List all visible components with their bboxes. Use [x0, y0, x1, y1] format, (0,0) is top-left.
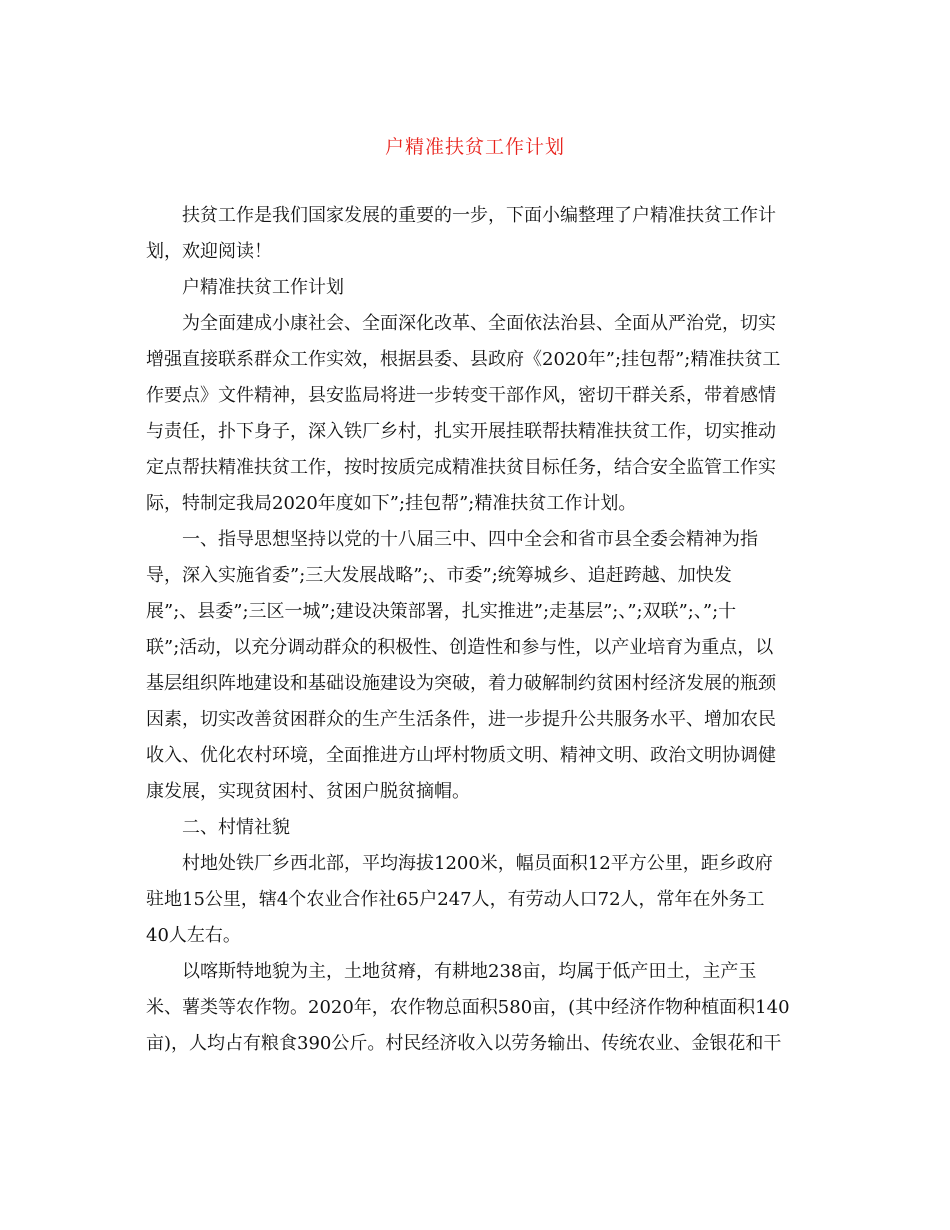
- village-location-paragraph: 村地处铁厂乡西北部，平均海拔1200米，幅员面积12平方公里，距乡政府 驻地15公里，辖4个农业合作社65户247人，有劳动人口72人，常年在外务工 40人左右。: [146, 853, 773, 946]
- document-body: [146, 198, 802, 1062]
- section-heading-village: 二、村情社貌: [182, 817, 290, 838]
- village-economy-paragraph: 以喀斯特地貌为主，土地贫瘠，有耕地238亩，均属于低产田土，主产玉 米、薯类等农作物。2020年，农作物总面积580亩，(其中经济作物种植面积140 亩)，人均占有粮食390公斤。村民经济收入以劳务输出、传统农业、金银花和干: [146, 961, 790, 1054]
- background-paragraph: 为全面建成小康社会、全面深化改革、全面依法治县、全面从严治党，切实 增强直接联系群众工作实效，根据县委、县政府《2020年”;挂包帮”;精准扶贫工 作要点》文件精神，县安监局将进一步转变干部作风，密切干群关系，带着感情 与责任，扑下身子，深入铁厂乡村，扎实开展挂联帮扶精准扶贫工作，切实推动 定点帮扶精准扶贫工作，按时按质完成精准扶贫目标任务，结合安全监管工作实 际，特制定我局2020年度如下”;挂包帮”;精准扶贫工作计划。: [146, 313, 781, 514]
- section-heading-plan: 户精准扶贫工作计划: [182, 277, 344, 298]
- guiding-ideology-paragraph: 一、指导思想坚持以党的十八届三中、四中全会和省市县全委会精神为指 导，深入实施省委”;三大发展战略”;、市委”;统筹城乡、追赶跨越、加快发 展”;、县委”;三区一城”;建设决策部署，扎实推进”;走基层”;、”;双联”;、”;十 联”;活动，以充分调动群众的积极性、创造性和参与性，以产业培育为重点，以 基层组织阵地建设和基础设施建设为突破，着力破解制约贫困村经济发展的瓶颈 因素，切实改善贫困群众的生产生活条件，进一步提升公共服务水平、增加农民 收入、优化农村环境，全面推进方山坪村物质文明、精神文明、政治文明协调健 康发展，实现贫困村、贫困户脱贫摘帽。: [146, 529, 776, 802]
- intro-paragraph: 扶贫工作是我们国家发展的重要的一步，下面小编整理了户精准扶贫工作计 划，欢迎阅读！: [146, 205, 776, 262]
- document-title: 户精准扶贫工作计划: [384, 136, 565, 158]
